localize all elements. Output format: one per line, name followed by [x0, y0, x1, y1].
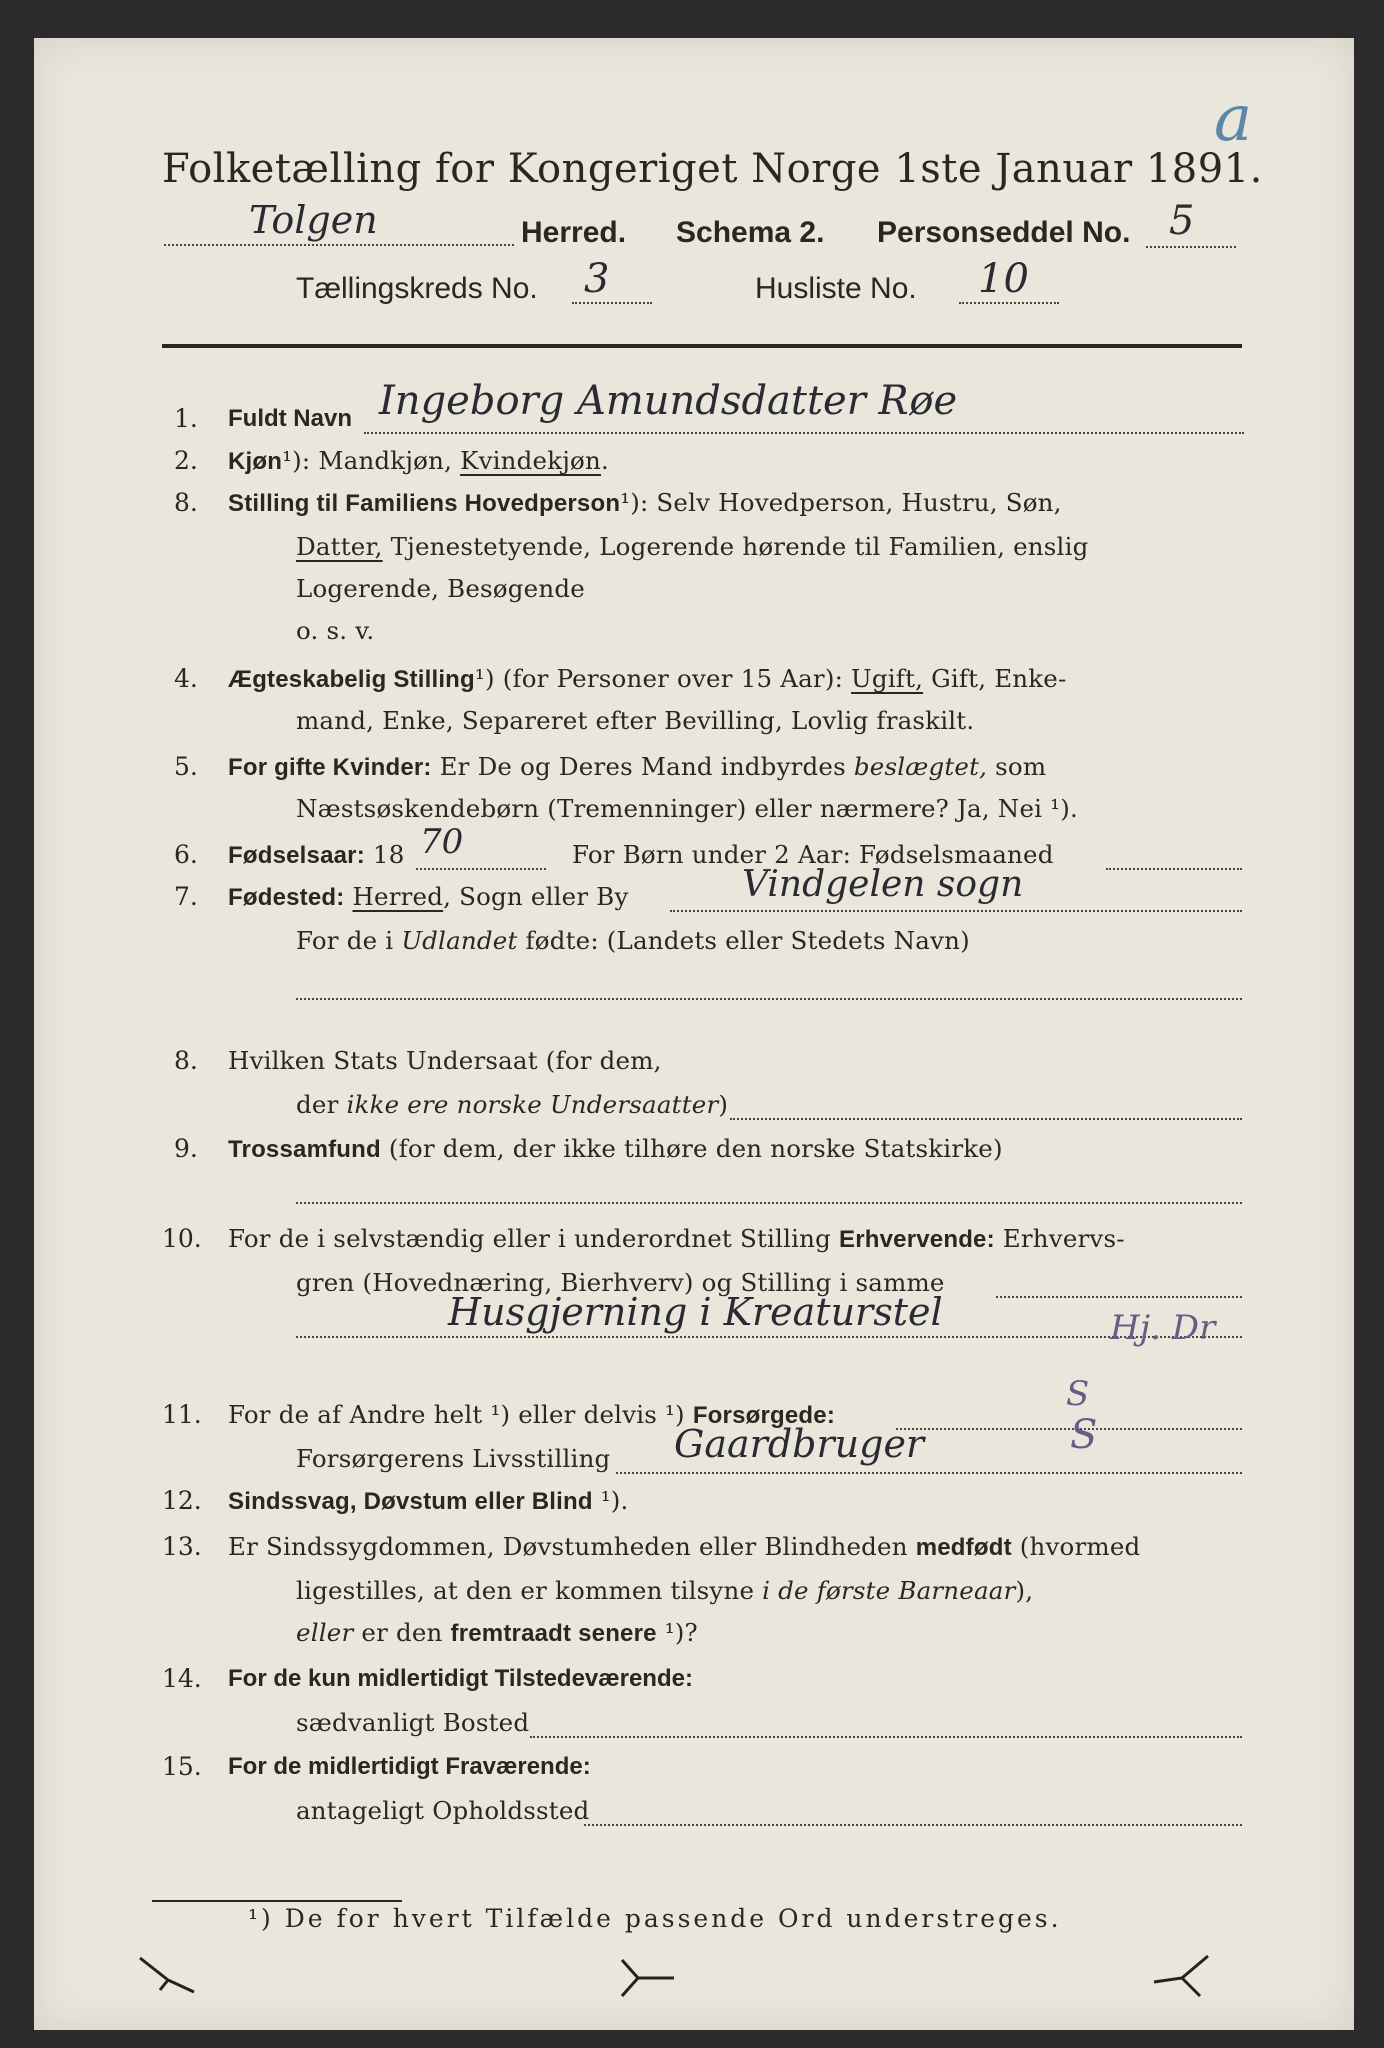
- q12-label: Sindssvag, Døvstum eller Blind: [228, 1488, 593, 1515]
- q14-dotted-line: [530, 1736, 1242, 1738]
- q2-line: [228, 446, 609, 476]
- q5-text-a: Er De og Deres Mand indbyrdes: [431, 752, 854, 781]
- q13-line1: [228, 1532, 1140, 1562]
- q11-dotted-line-1: [896, 1428, 1242, 1430]
- herred-value: Tolgen: [249, 198, 378, 242]
- q10-line1: [228, 1224, 1125, 1254]
- q13-line2: [296, 1576, 1033, 1605]
- q3-options-2: Tjenestetyende, Logerende hørende til Familien, enslig: [382, 532, 1089, 561]
- registration-mark-left: [138, 1956, 198, 1996]
- q9-number: 9.: [174, 1134, 198, 1163]
- q15-label: For de midlertidigt Fraværende:: [228, 1753, 591, 1780]
- q11-dotted-line-2: [616, 1472, 1242, 1474]
- q6-line: [228, 840, 405, 870]
- footnote: ¹) De for hvert Tilfælde passende Ord understreges.: [248, 1904, 1062, 1933]
- registration-mark-right: [1150, 1954, 1210, 1998]
- q13-text-b: medfødt: [915, 1534, 1012, 1561]
- q8-text-b: ikke ere norske Undersaatter: [346, 1090, 719, 1119]
- q12-line: [228, 1486, 629, 1516]
- q10-text-a: For de i selvstændig eller i underordnet Stilling: [228, 1224, 839, 1253]
- q14-label: For de kun midlertidigt Tilstedeværende:: [228, 1665, 693, 1692]
- q7-text-b: , Sogn eller By: [443, 882, 629, 911]
- q3-number: 8.: [174, 488, 198, 517]
- q13-text-l3a: eller: [296, 1618, 354, 1647]
- q11-text-a: For de af Andre helt ¹) eller delvis ¹): [228, 1400, 693, 1429]
- q6-rest: For Børn under 2 Aar: Fødselsmaaned: [572, 840, 1054, 869]
- q11-answer-provider: Gaardbruger: [674, 1422, 925, 1466]
- form-title: Folketælling for Kongeriget Norge 1ste Januar 1891.: [162, 146, 1263, 192]
- q13-text-l3c: fremtraadt senere: [450, 1620, 657, 1647]
- q15-number: 15.: [162, 1752, 202, 1781]
- herred-label: Herred.: [521, 216, 627, 249]
- q3-label: Stilling til Familiens Hovedperson: [228, 490, 621, 517]
- husliste-label: Husliste No.: [755, 272, 917, 305]
- q13-text-l2c: ),: [1015, 1576, 1034, 1605]
- q2-label: Kjøn: [228, 448, 283, 475]
- personseddel-value: 5: [1169, 198, 1195, 244]
- q1-number: 1.: [174, 404, 198, 433]
- q10-annotation: Hj. Dr: [1110, 1308, 1216, 1348]
- q7-text-l2a: For de i: [296, 926, 402, 955]
- personseddel-dotted-line: [1146, 246, 1236, 248]
- q15-dotted-line: [584, 1824, 1242, 1826]
- q5-line2: Næstsøskendebørn (Tremenninger) eller nærmere? Ja, Nei ¹).: [296, 794, 1078, 823]
- q10-answer-occupation: Husgjerning i Kreaturstel: [448, 1290, 943, 1334]
- q6-answer-year: 70: [420, 822, 464, 862]
- q2-options: ¹): Mandkjøn,: [282, 446, 461, 475]
- footnote-rule: [152, 1900, 402, 1902]
- q13-text-a: Er Sindssygdommen, Døvstumheden eller Blindheden: [228, 1532, 916, 1561]
- q3-line2: [296, 532, 1089, 561]
- kreds-value: 3: [584, 256, 610, 302]
- q1-answer-name: Ingeborg Amundsdatter Røe: [379, 378, 958, 424]
- q2-selected-option: Kvindekjøn: [460, 446, 601, 475]
- header-rule: [162, 344, 1242, 348]
- kreds-label: Tællingskreds No.: [296, 272, 538, 305]
- q11-annotation: S: [1070, 1412, 1098, 1458]
- q7-line1: [228, 882, 629, 912]
- q6-prefix: 18: [364, 840, 405, 869]
- q6-month-dotted-line: [1106, 868, 1242, 870]
- q3-options-1: ¹): Selv Hovedperson, Hustru, Søn,: [620, 488, 1062, 517]
- q3-line1: [228, 488, 1062, 518]
- q1-dotted-line: [364, 432, 1244, 434]
- herred-dotted-line: [164, 244, 514, 246]
- q9-label: Trossamfund: [228, 1136, 381, 1163]
- q7-text-l2c: fødte: (Landets eller Stedets Navn): [517, 926, 970, 955]
- q13-text-l3b: er den: [353, 1618, 451, 1647]
- q6-year-dotted-line: [416, 868, 546, 870]
- q6-label: Fødselsaar:: [228, 842, 365, 869]
- q13-text-c: (hvormed: [1011, 1532, 1141, 1561]
- q11-annotation-top: S: [1066, 1374, 1090, 1414]
- q7-label: Fødested:: [228, 884, 345, 911]
- q4-number: 4.: [174, 664, 198, 693]
- q8-text-a: der: [296, 1090, 347, 1119]
- q7-line2: [296, 926, 970, 955]
- q1-label: Fuldt Navn: [228, 405, 352, 432]
- q5-number: 5.: [174, 752, 198, 781]
- personseddel-label: Personseddel No.: [877, 216, 1131, 249]
- q15-line2: antageligt Opholdssted: [296, 1796, 590, 1825]
- corner-mark: a: [1214, 82, 1253, 156]
- census-form-sheet: [34, 38, 1354, 2030]
- q7-dotted-line: [670, 910, 1242, 912]
- q13-number: 13.: [162, 1532, 202, 1561]
- q7-text-l2b: Udlandet: [401, 926, 518, 955]
- q8-number: 8.: [174, 1046, 198, 1075]
- q13-text-l2a: ligestilles, at den er kommen tilsyne: [296, 1576, 763, 1605]
- q10-number: 10.: [162, 1224, 202, 1253]
- q8-line2: [296, 1090, 728, 1119]
- q5-line1: [228, 752, 1046, 782]
- q7-dotted-line-2: [296, 998, 1242, 1000]
- q8-text-c: ): [718, 1090, 729, 1119]
- kreds-dotted-line: [572, 302, 652, 304]
- q4-selected-option: Ugift,: [851, 664, 924, 693]
- schema-label: Schema 2.: [676, 216, 825, 249]
- q5-label: For gifte Kvinder:: [228, 754, 432, 781]
- q11-line2: Forsørgerens Livsstilling: [296, 1444, 611, 1473]
- q6-number: 6.: [174, 840, 198, 869]
- q9-dotted-line: [296, 1202, 1242, 1204]
- q13-line3: [296, 1618, 698, 1648]
- q12-number: 12.: [162, 1486, 202, 1515]
- q10-text-b: Erhvervende:: [839, 1226, 995, 1253]
- q4-label: Ægteskabelig Stilling: [228, 666, 475, 693]
- q9-text: (for dem, der ikke tilhøre den norske Statskirke): [380, 1134, 1003, 1163]
- q3-selected-option: Datter,: [296, 532, 383, 561]
- q2-end: .: [600, 446, 609, 475]
- q11-number: 11.: [162, 1400, 202, 1429]
- husliste-dotted-line: [959, 302, 1059, 304]
- q7-selected-option: Herred: [352, 882, 444, 911]
- q11-text-b: Forsørgede:: [692, 1402, 836, 1429]
- q10-dotted-line-2: [296, 1336, 1242, 1338]
- registration-mark-center: [618, 1958, 678, 1998]
- husliste-value: 10: [978, 256, 1029, 302]
- q13-text-l2b: i de første Barneaar: [762, 1576, 1016, 1605]
- q3-line3: Logerende, Besøgende: [296, 574, 585, 603]
- q9-line: [228, 1134, 1003, 1164]
- q14-number: 14.: [162, 1664, 202, 1693]
- q7-number: 7.: [174, 882, 198, 911]
- q12-text: ¹).: [592, 1486, 629, 1515]
- q2-number: 2.: [174, 446, 198, 475]
- q4-line1: [228, 664, 1066, 694]
- q8-dotted-line: [730, 1118, 1242, 1120]
- q7-answer-place: Vindgelen sogn: [742, 864, 1024, 905]
- q4-text-a: ¹) (for Personer over 15 Aar):: [474, 664, 852, 693]
- q4-text-c: Gift, Enke-: [923, 664, 1067, 693]
- q13-text-l3d: ¹)?: [656, 1618, 698, 1647]
- q10-dotted-line-1: [996, 1296, 1242, 1298]
- q5-text-b: beslægtet,: [853, 752, 988, 781]
- q3-line4: o. s. v.: [296, 616, 375, 645]
- q10-line2: gren (Hovednæring, Bierhverv) og Stilling i samme: [296, 1268, 945, 1297]
- q5-text-c: som: [987, 752, 1047, 781]
- q14-line2: sædvanligt Bosted: [296, 1708, 530, 1737]
- q8-line1: Hvilken Stats Undersaat (for dem,: [228, 1046, 662, 1075]
- q4-line2: mand, Enke, Separeret efter Bevilling, Lovlig fraskilt.: [296, 706, 975, 735]
- q10-text-c: Erhvervs-: [994, 1224, 1125, 1253]
